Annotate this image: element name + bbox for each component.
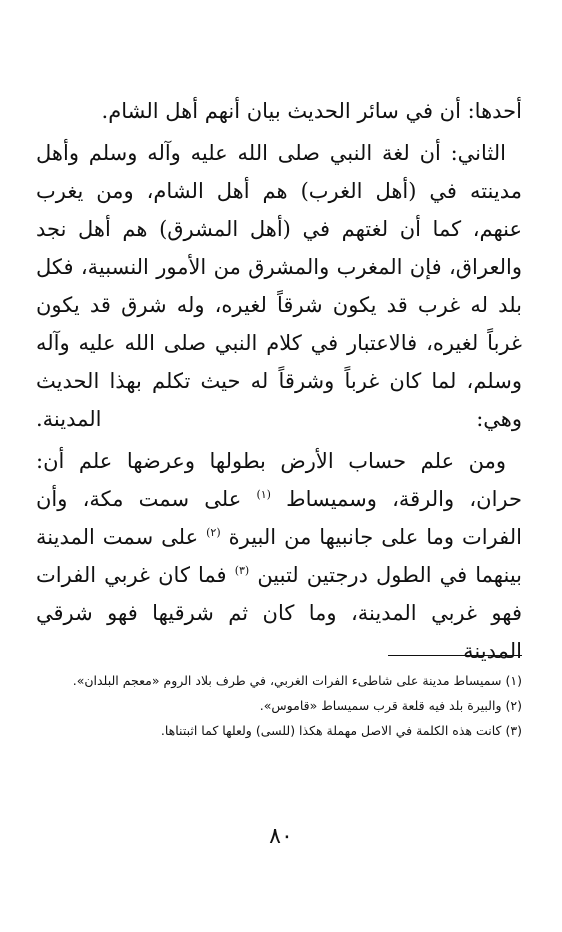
footnote-1-text: سميساط مدينة على شاطىء الفرات الغربي، في طرف بلاد الروم «معجم البلدان».	[72, 673, 502, 688]
footnote-separator	[388, 655, 522, 656]
geography-text-a: ومن علم حساب الأرض بطولها وعرضها علم أن: حران، والرقة، وسميساط	[36, 449, 522, 511]
page-number: ٨٠	[269, 824, 293, 849]
main-text	[36, 92, 522, 670]
footnote-1-number: (١)	[505, 673, 522, 688]
geography-text-c: على سمت المدينة بينهما في الطول درجتين لتبين	[36, 525, 523, 587]
footnote-1	[36, 668, 522, 693]
footnote-2	[36, 693, 522, 718]
footnote-ref-2: (٢)	[206, 526, 221, 539]
footnote-3-text: كانت هذه الكلمة في الاصل مهملة هكذا (للسى) ولعلها كما اثبتناها.	[160, 723, 502, 738]
paragraph-first-point: أحدها: أن في سائر الحديث بيان أنهم أهل الشام.	[101, 99, 522, 123]
paragraph-geography	[36, 442, 522, 670]
footnote-ref-1: (١)	[256, 488, 271, 501]
footnotes	[36, 668, 522, 743]
geography-text-d: فما كان غربي الفرات فهو غربي المدينة، وما كان ثم شرقيها فهو شرقي المدينة	[36, 563, 522, 663]
footnote-3	[36, 718, 522, 743]
footnote-ref-3: (٣)	[234, 564, 250, 577]
footnote-3-number: (٣)	[505, 723, 522, 738]
paragraph-second-point: الثاني: أن لغة النبي صلى الله عليه وآله وسلم وأهل مدينته في (أهل الغرب) هم أهل الشام، ومن يغرب عنهم، كما أن لغتهم في (أهل المشرق) هم أهل نجد والعراق، فإن المغرب والمشرق من الأمور النسبية، فكل بلد له غرب قد يكون شرقاً لغيره، وله شرق قد يكون غرباً لغيره، فالاعتبار في كلام النبي صلى الله عليه وآله وسلم، لما كان غرباً وشرقاً له حيث تكلم بهذا الحديث وهي: المدينة.	[36, 141, 522, 431]
footnote-2-text: والبيرة بلد فيه قلعة قرب سميساط «قاموس».	[259, 698, 502, 713]
geography-text-b: على سمت مكة، وأن الفرات وما على جانبيها من البيرة	[36, 487, 522, 549]
footnote-2-number: (٢)	[505, 698, 522, 713]
